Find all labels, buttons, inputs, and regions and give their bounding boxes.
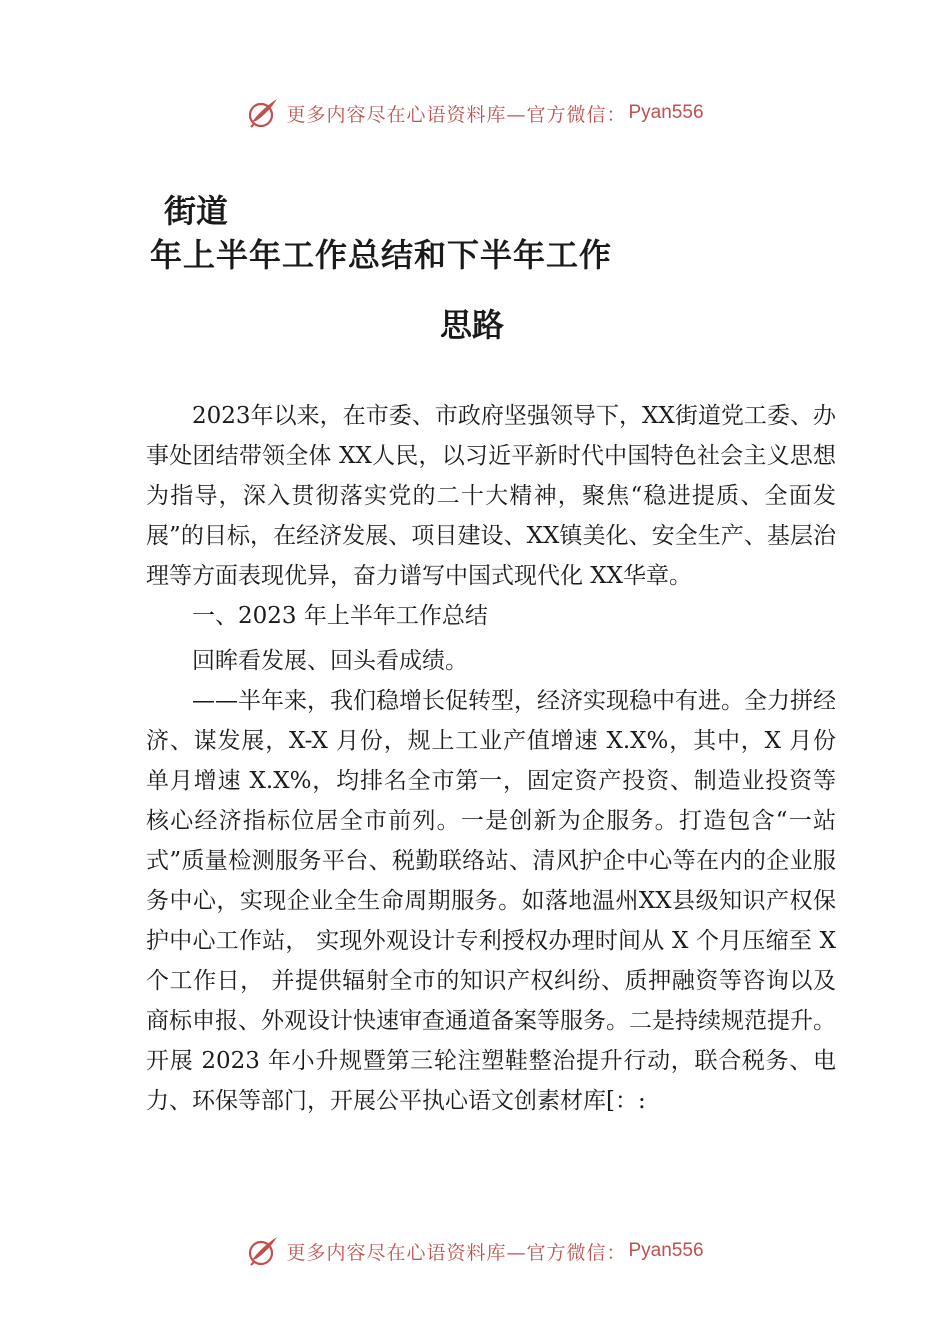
quill-logo-icon	[246, 1234, 280, 1268]
watermark-account: Pyan556	[628, 1240, 704, 1261]
title-line-3: 思路	[440, 306, 505, 344]
paragraph-economy: ——半年来，我们稳增长促转型，经济实现稳中有进。全力拼经济、谋发展，X-X 月份，规上工业产值增速 X.X%，其中，X 月份单月增速 X.X%，均排名全市第一，固定资产投资、制造业投资等核心经济指标位居全市前列。一是创新为企服务。打造包含“一站式”质量检测服务平台、税勤联络站、清风护企中心等在内的企业服务中心，实现企业全生命周期服务。如落地温州XX县级知识产权保护中心工作站， 实现外观设计专利授权办理时间从 X 个月压缩至 X 个工作日， 并提供辐射全市的知识产权纠纷、质押融资等咨询以及商标申报、外观设计快速审查通道备案等服务。二是持续规范提升。开展 2023 年小升规暨第三轮注塑鞋整治提升行动，联合税务、电力、环保等部门，开展公平执心语文创素材库[：:	[146, 688, 836, 1114]
watermark-text: 更多内容尽在心语资料库—官方微信：	[286, 103, 627, 126]
quill-logo-icon	[246, 96, 280, 130]
title-line-2: 年上半年工作总结和下半年工作	[150, 236, 613, 274]
paragraph-review: 回眸看发展、回头看成绩。	[192, 648, 468, 674]
document-body	[146, 396, 836, 1121]
title-line-1: 街道	[164, 192, 229, 230]
watermark-banner-bottom	[0, 1234, 950, 1268]
watermark-banner-top	[0, 96, 950, 130]
section-heading: 一、2023 年上半年工作总结	[192, 603, 488, 629]
watermark-text: 更多内容尽在心语资料库—官方微信：	[286, 1241, 627, 1264]
watermark-account: Pyan556	[628, 102, 704, 123]
paragraph-intro: 2023年以来，在市委、市政府坚强领导下，XX街道党工委、办事处团结带领全体 XX人民，以习近平新时代中国特色社会主义思想为指导，深入贯彻落实党的二十大精神，聚焦“稳进提质、全面发展”的目标，在经济发展、项目建设、XX镇美化、安全生产、基层治理等方面表现优异，奋力谱写中国式现代化 XX华章。	[146, 403, 836, 589]
